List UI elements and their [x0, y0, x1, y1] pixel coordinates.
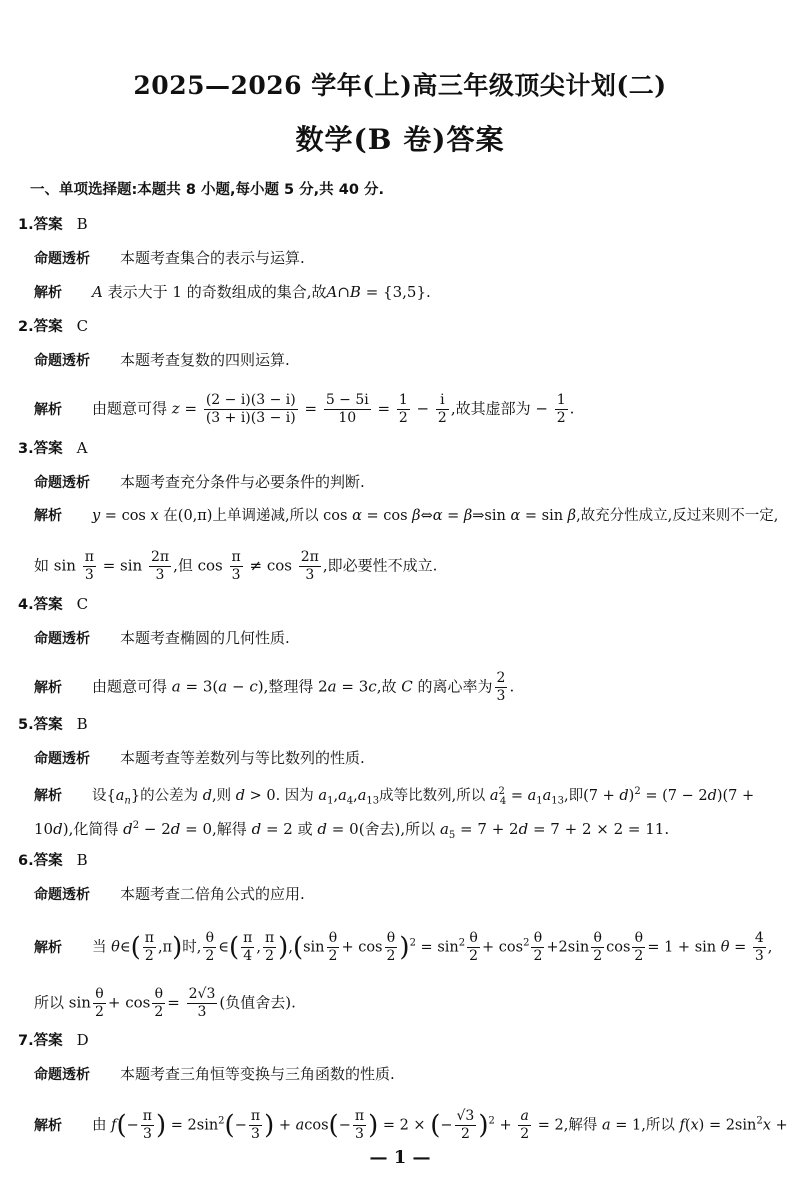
- q4-answer-line: 4.答案 C: [18, 595, 89, 613]
- section-heading: 一、单项选择题:本题共 8 小题,每小题 5 分,共 40 分.: [30, 182, 384, 198]
- q6-answer-line: 6.答案 B: [18, 851, 88, 869]
- page-subtitle: 数学(B 卷)答案: [295, 123, 505, 156]
- q5-analysis: 解析 设$\{a_n\}$的公差为 d,则 d > 0. 因为 $a_1,a_4,a_{13}$成等比数列,所以 $a^2_4 = a_1a_{13}$,即$(7 + d)^2 = (7 - 2d)(7$ +: [34, 786, 755, 807]
- page-number: — 1 —: [369, 1147, 431, 1168]
- page-title: 2025—2026 学年(上)高三年级顶尖计划(二): [133, 71, 667, 100]
- q5-answer: B: [76, 715, 88, 733]
- q2-answer: C: [76, 317, 89, 335]
- q1-answer-line: 1.答案 B: [18, 215, 88, 233]
- q5-answer-line: 5.答案 B: [18, 715, 88, 733]
- q1-analysis: 解析 A 表示大于 1 的奇数组成的集合,故A∩B = {3,5}.: [34, 283, 431, 301]
- q3-answer-line: 3.答案 A: [18, 439, 88, 457]
- q6-intent: 命题透析 本题考查二倍角公式的应用.: [34, 885, 305, 903]
- q2-answer-line: 2.答案 C: [18, 317, 89, 335]
- q3-analysis-cont: 如 sin $\frac{\pi}{3}$ = sin $\frac{2\pi}{3}$ ,但 cos $\frac{\pi}{3}$ ≠ cos $\frac{2\pi}{3}$ ,即必要性不成立.: [34, 549, 438, 583]
- q3-answer: A: [76, 439, 88, 457]
- q4-answer: C: [76, 595, 89, 613]
- q6-analysis-cont: 所以 sin $\frac{\theta}{2}$ + cos $\frac{\theta}{2}$ = $\frac{2√3}{3}$ (负值舍去).: [34, 986, 296, 1020]
- q4-analysis: 解析 由题意可得 a = 3(a − c),整理得 2a = 3c,故 C 的离心率为 $\frac{2}{3}$ .: [34, 670, 515, 704]
- q2-intent: 命题透析 本题考查复数的四则运算.: [34, 351, 290, 369]
- q1-intent: 命题透析 本题考查集合的表示与运算.: [34, 249, 305, 267]
- q5-intent: 命题透析 本题考查等差数列与等比数列的性质.: [34, 749, 365, 767]
- q6-analysis: 解析 当 θ∈( $\frac{\pi}{2}$ ,π)时, $\frac{\theta}{2}$ ∈( $\frac{\pi}{4}$ , $\frac{\pi}{2}$ ),(sin $\frac{\theta}{2}$ + cos $\frac{\theta}{2}$ )$^2 = \sin^2$ $\frac{\theta}{2}$ + $\cos^2$ $\frac{\theta}{2}$ +2sin $\frac{\theta}{2}$ cos $\frac{\theta}{2}$ = 1 + sin θ = $\frac{4}{3}$ ,: [34, 930, 773, 964]
- q4-intent: 命题透析 本题考查椭圆的几何性质.: [34, 629, 290, 647]
- q7-answer: D: [76, 1031, 89, 1049]
- q3-intent: 命题透析 本题考查充分条件与必要条件的判断.: [34, 473, 365, 491]
- q7-answer-line: 7.答案 D: [18, 1031, 89, 1049]
- q6-answer: B: [76, 851, 88, 869]
- q3-analysis: 解析 y = cos x 在(0,π)上单调递减,所以 cos α = cos β⇔α = β⇒sin α = sin β,故充分性成立,反过来则不一定,: [34, 508, 779, 524]
- q2-analysis: 解析 由题意可得 z = $\frac{(2 - i)(3 - i)}{(3 + i)(3 - i)}$ = $\frac{5 - 5i}{10}$ = $\frac{1}{2}$ − $\frac{i}{2}$ ,故其虚部为 − $\frac{1}{2}$ .: [34, 392, 575, 426]
- q7-intent: 命题透析 本题考查三角恒等变换与三角函数的性质.: [34, 1065, 395, 1083]
- q7-analysis: 解析 由 f(− $\frac{\pi}{3}$ ) = $2\sin^2(-$ $\frac{\pi}{3}$ ) + acos(− $\frac{\pi}{3}$ ) = 2 × (− $\frac{√3}{2}$ )$^2$ + $\frac{a}{2}$ = 2,解得 a = 1,所以 $f(x) = 2\sin^2x$ +: [34, 1108, 788, 1142]
- q5-analysis-cont: 10d),化简得 $d^2 - 2d = 0$,解得 d = 2 或 d = 0(舍去),所以 $a_5 = 7 + 2d = 7 + 2 \times 2 = 11$.: [34, 820, 670, 841]
- q1-answer: B: [76, 215, 88, 233]
